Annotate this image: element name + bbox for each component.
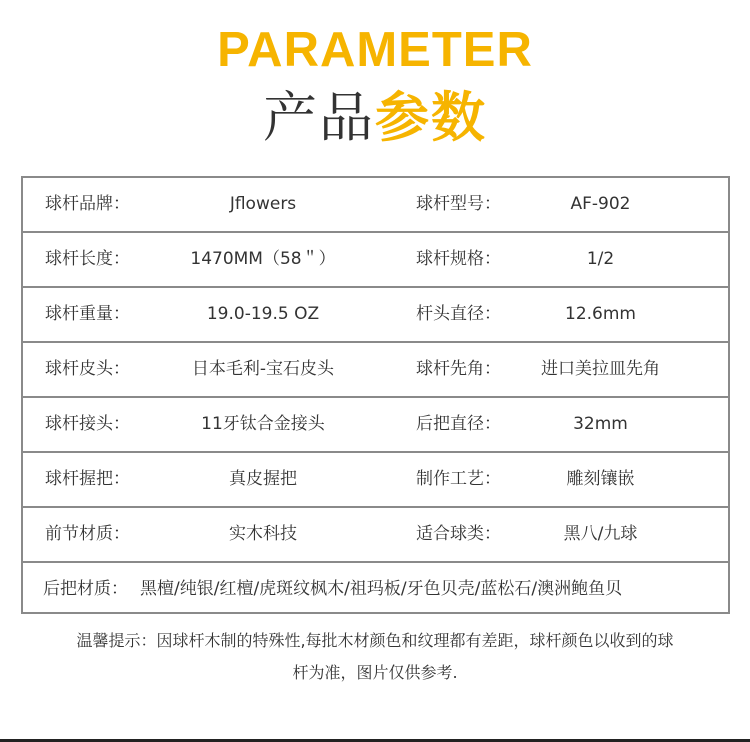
param-value: 1/2 <box>586 249 615 269</box>
parameter-table <box>21 176 730 614</box>
table-row-material <box>23 563 728 616</box>
param-label: 球杆皮头： <box>45 359 130 379</box>
param-label: 球杆握把： <box>45 469 130 489</box>
param-label: 球杆型号： <box>416 194 501 214</box>
param-value: 实木科技 <box>229 524 297 544</box>
table-row <box>23 508 728 563</box>
notice-text <box>0 625 750 689</box>
param-label: 后把直径： <box>416 414 501 434</box>
param-label: 球杆重量： <box>45 304 130 324</box>
param-label: 后把材质： <box>43 579 128 599</box>
param-label: 球杆接头： <box>45 414 130 434</box>
table-row <box>23 288 728 343</box>
param-label: 制作工艺： <box>416 469 501 489</box>
title-chinese-accent: 参数 <box>375 86 487 149</box>
table-row <box>23 398 728 453</box>
param-value: 进口美拉皿先角 <box>541 359 660 379</box>
param-value: 32mm <box>573 414 628 434</box>
param-label: 前节材质： <box>45 524 130 544</box>
param-value: 日本毛利-宝石皮头 <box>191 359 335 379</box>
param-label: 适合球类： <box>416 524 501 544</box>
param-value: 雕刻镶嵌 <box>566 469 635 489</box>
param-value: 11牙钛合金接头 <box>201 414 325 434</box>
notice-line-1: 温馨提示：因球杆木制的特殊性,每批木材颜色和纹理都有差距，球杆颜色以收到的球 <box>76 631 674 650</box>
param-value: 19.0-19.5 OZ <box>206 304 320 324</box>
table-row <box>23 453 728 508</box>
title-english: PARAMETER <box>217 23 533 77</box>
table-row <box>23 343 728 398</box>
param-label: 杆头直径： <box>416 304 501 324</box>
param-label: 球杆长度： <box>45 249 130 269</box>
title-chinese <box>0 86 750 150</box>
notice-line-2: 杆为准，图片仅供参考. <box>292 663 458 682</box>
param-value: AF-902 <box>570 194 631 214</box>
param-label: 球杆规格： <box>416 249 501 269</box>
param-value: 1470MM（58＂） <box>190 249 336 269</box>
title-chinese-dark: 产品 <box>263 86 375 149</box>
table-row <box>23 178 728 233</box>
param-value: 12.6mm <box>565 304 636 324</box>
param-value: 真皮握把 <box>229 469 297 489</box>
param-value: 黑八/九球 <box>563 524 638 544</box>
param-value: 黑檀/纯银/红檀/虎斑纹枫木/祖玛板/牙色贝壳/蓝松石/澳洲鲍鱼贝 <box>140 579 623 599</box>
param-label: 球杆品牌： <box>45 194 130 214</box>
param-value: Jflowers <box>229 194 297 214</box>
table-row <box>23 233 728 288</box>
param-label: 球杆先角： <box>416 359 501 379</box>
